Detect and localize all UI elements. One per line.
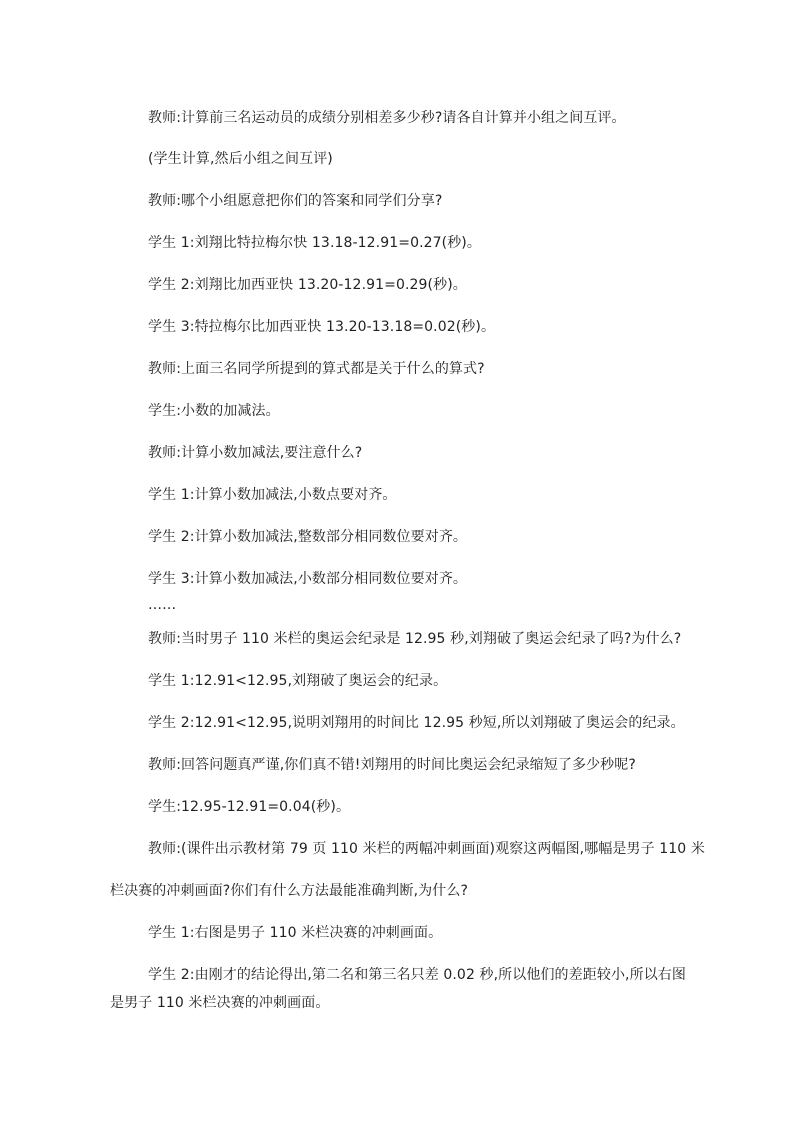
paragraph-teacher-question-2: 教师:哪个小组愿意把你们的答案和同学们分享? xyxy=(148,193,443,209)
paragraph-student-answer-10: 学生:12.95-12.91=0.04(秒)。 xyxy=(148,799,351,815)
paragraph-student-answer-11: 学生 1:右图是男子 110 米栏决赛的冲刺画面。 xyxy=(148,925,443,941)
paragraph-teacher-question-6: 教师:回答问题真严谨,你们真不错!刘翔用的时间比奥运会纪录缩短了多少秒呢? xyxy=(148,757,636,773)
paragraph-student-activity: (学生计算,然后小组之间互评) xyxy=(148,151,333,167)
paragraph-student-answer-7: 学生 3:计算小数加减法,小数部分相同数位要对齐。 xyxy=(148,571,468,587)
paragraph-teacher-question-5: 教师:当时男子 110 米栏的奥运会纪录是 12.95 秒,刘翔破了奥运会纪录了吗?为什么? xyxy=(148,631,682,647)
paragraph-student-answer-3: 学生 3:特拉梅尔比加西亚快 13.20-13.18=0.02(秒)。 xyxy=(148,319,496,335)
paragraph-student-answer-12-line-1: 学生 2:由刚才的结论得出,第二名和第三名只差 0.02 秒,所以他们的差距较小,所以右图 xyxy=(148,967,686,983)
paragraph-student-answer-5: 学生 1:计算小数加减法,小数点要对齐。 xyxy=(148,487,397,503)
paragraph-student-answer-1: 学生 1:刘翔比特拉梅尔快 13.18-12.91=0.27(秒)。 xyxy=(148,235,481,251)
paragraph-teacher-question-1: 教师:计算前三名运动员的成绩分别相差多少秒?请各自计算并小组之间互评。 xyxy=(148,110,626,126)
paragraph-student-answer-4: 学生:小数的加减法。 xyxy=(148,403,280,419)
paragraph-teacher-question-4: 教师:计算小数加减法,要注意什么? xyxy=(148,445,363,461)
paragraph-student-answer-6: 学生 2:计算小数加减法,整数部分相同数位要对齐。 xyxy=(148,529,468,545)
paragraph-student-answer-9: 学生 2:12.91<12.95,说明刘翔用的时间比 12.95 秒短,所以刘翔破了奥运会的纪录。 xyxy=(148,715,685,731)
paragraph-student-answer-12-line-2: 是男子 110 米栏决赛的冲刺画面。 xyxy=(110,995,330,1011)
ellipsis: …… xyxy=(148,597,177,613)
paragraph-student-answer-8: 学生 1:12.91<12.95,刘翔破了奥运会的纪录。 xyxy=(148,673,448,689)
paragraph-teacher-question-3: 教师:上面三名同学所提到的算式都是关于什么的算式? xyxy=(148,361,485,377)
paragraph-teacher-question-7-line-1: 教师:(课件出示教材第 79 页 110 米栏的两幅冲刺画面)观察这两幅图,哪幅是男子 110 米 xyxy=(148,841,705,857)
paragraph-teacher-question-7-line-2: 栏决赛的冲刺画面?你们有什么方法最能准确判断,为什么? xyxy=(110,883,469,899)
paragraph-student-answer-2: 学生 2:刘翔比加西亚快 13.20-12.91=0.29(秒)。 xyxy=(148,277,467,293)
